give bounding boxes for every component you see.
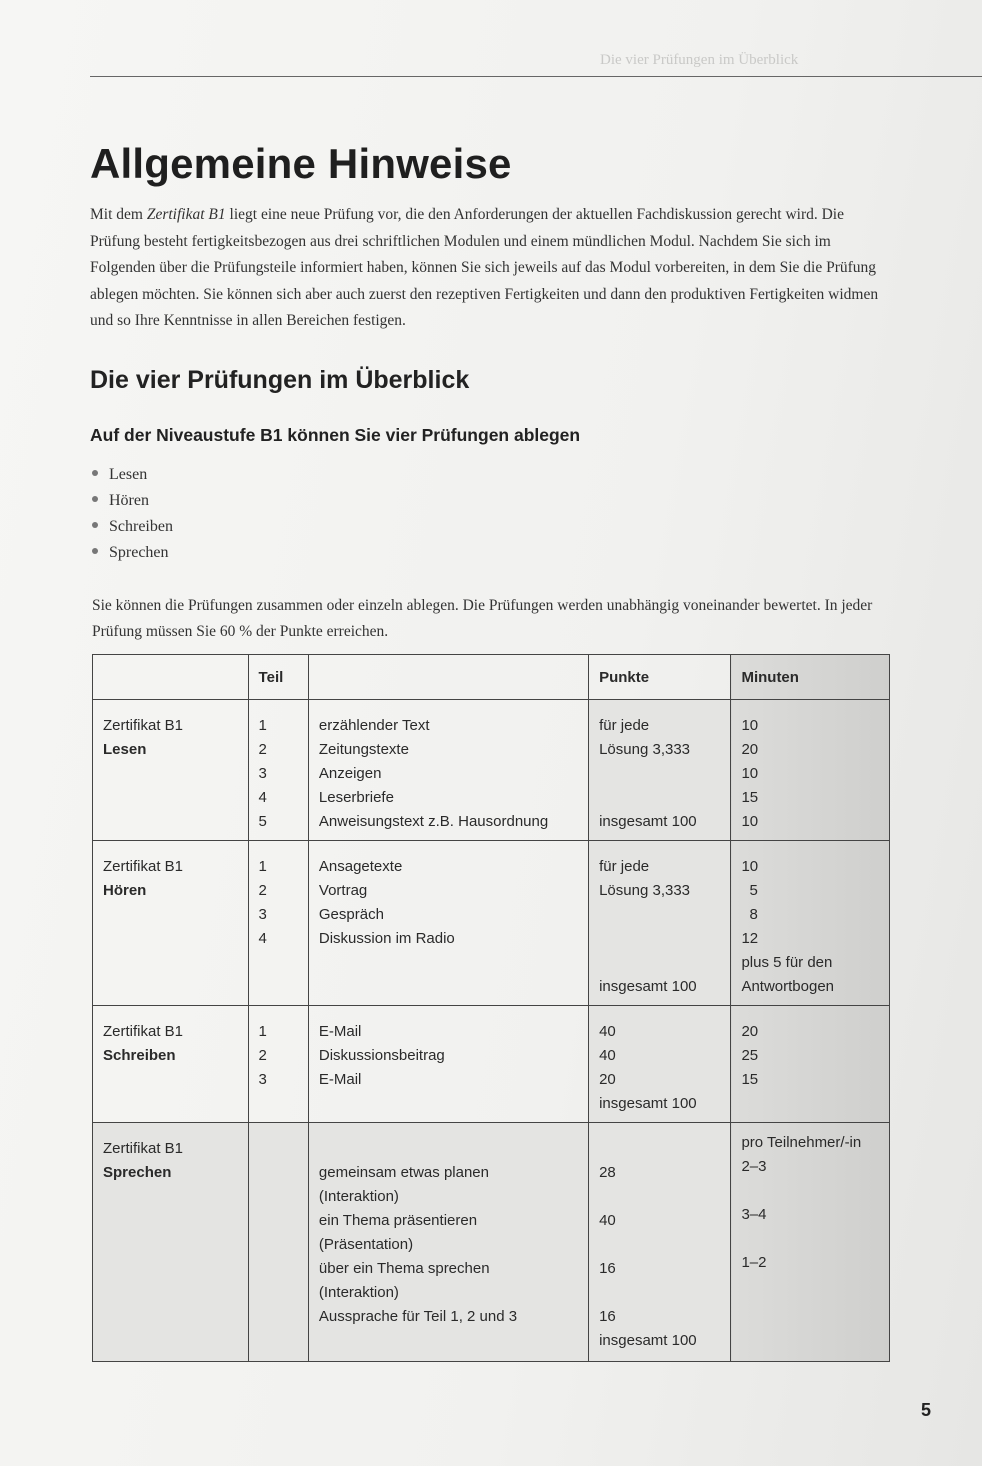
minutes-cell	[731, 1123, 890, 1362]
bullet-icon	[92, 548, 98, 554]
description: ein Thema präsentieren	[318, 1212, 478, 1229]
minutes: 8	[749, 906, 758, 923]
table-row	[93, 1006, 890, 1123]
minutes-cell	[731, 700, 890, 841]
description-cell	[308, 841, 588, 1006]
points	[599, 903, 720, 927]
points: 20	[599, 1071, 616, 1088]
description	[319, 1137, 578, 1161]
points-cell	[589, 1123, 731, 1362]
points: für jede	[599, 858, 650, 875]
teil: 2	[258, 882, 267, 899]
page-title: Allgemeine Hinweise	[90, 140, 512, 187]
minutes: 20	[741, 1023, 759, 1040]
exam-table	[92, 654, 890, 1362]
minutes: plus 5 für den	[741, 954, 833, 971]
module-top: Zertifikat B1	[103, 858, 184, 875]
module-cell	[93, 700, 249, 841]
table-row	[93, 841, 890, 1006]
minutes: 2–3	[741, 1158, 767, 1175]
minutes: 20	[741, 741, 759, 758]
minutes: 25	[741, 1047, 759, 1064]
description: Anzeigen	[318, 765, 382, 782]
points	[599, 762, 720, 786]
intro-rest: liegt eine neue Prüfung vor, die den Anforderungen der aktuellen Fachdiskussion gerecht wird. Die Prüfung besteht fertigkeitsbezogen aus drei schriftlichen Modulen und einem mündlichen Modul. Nachdem Sie sich im Folgenden über die Prüfungsteile informiert haben, können Sie sich jeweils auf das Modul vorbereiten, in dem Sie die Prüfung ablegen möchten. Sie können sich aber auch zuerst den rezeptiven Fertigkeiten und dann den produktiven Fertigkeiten widmen und so Ihre Kenntnisse in allen Bereichen festigen.	[90, 206, 879, 329]
points-cell	[589, 1006, 731, 1123]
list-item	[92, 514, 173, 540]
teil: 1	[258, 1023, 267, 1040]
header-empty	[93, 655, 249, 700]
description-cell	[308, 1006, 588, 1123]
description: Leserbriefe	[318, 789, 394, 806]
points: insgesamt 100	[599, 1332, 697, 1349]
minutes-cell	[731, 841, 890, 1006]
description: gemeinsam etwas planen	[318, 1164, 489, 1181]
teil: 2	[258, 741, 267, 758]
minutes: pro Teilnehmer/-in	[741, 1134, 862, 1151]
list-item	[92, 488, 173, 514]
description: erzählender Text	[318, 717, 430, 734]
description: (Präsentation)	[318, 1236, 414, 1253]
minutes	[741, 1179, 879, 1203]
module-top: Zertifikat B1	[103, 1023, 184, 1040]
teil: 3	[258, 906, 267, 923]
minutes: 10	[741, 813, 759, 830]
points: insgesamt 100	[599, 1095, 697, 1112]
points: Lösung 3,333	[599, 741, 691, 758]
bullet-icon	[92, 496, 98, 502]
bullet-icon	[92, 522, 98, 528]
module-cell	[93, 1123, 249, 1362]
description: E-Mail	[318, 1071, 362, 1088]
section-title: Die vier Prüfungen im Überblick	[90, 366, 470, 394]
bullet-icon	[92, 470, 98, 476]
description: Ansagetexte	[318, 858, 403, 875]
teil-cell	[248, 1123, 308, 1362]
module-cell	[93, 841, 249, 1006]
minutes: 10	[741, 717, 759, 734]
minutes: Antwortbogen	[741, 978, 835, 995]
description: über ein Thema sprechen	[318, 1260, 490, 1277]
teil: 3	[258, 1071, 267, 1088]
description-cell	[308, 1123, 588, 1362]
minutes: 10	[741, 858, 759, 875]
teil: 1	[258, 717, 267, 734]
points	[599, 1281, 720, 1305]
minutes: 10	[741, 765, 759, 782]
description: Gespräch	[318, 906, 384, 923]
module-name: Schreiben	[103, 1047, 176, 1064]
intro-lead: Mit dem	[90, 206, 147, 223]
teil: 4	[258, 789, 267, 806]
subheading: Auf der Niveaustufe B1 können Sie vier Prüfungen ablegen	[90, 425, 581, 445]
teil: 4	[258, 930, 267, 947]
minutes: 1–2	[741, 1254, 767, 1271]
description: Diskussion im Radio	[318, 930, 455, 947]
bullet-list	[92, 462, 173, 566]
bullet-text: Hören	[109, 492, 149, 509]
header-empty	[308, 655, 588, 700]
teil: 2	[258, 1047, 267, 1064]
points: 40	[599, 1023, 616, 1040]
description: Diskussionsbeitrag	[318, 1047, 445, 1064]
table-row	[93, 1123, 890, 1362]
header-minuten: Minuten	[731, 655, 890, 700]
points	[599, 927, 720, 951]
intro-paragraph	[90, 202, 890, 335]
header-punkte: Punkte	[589, 655, 731, 700]
module-name: Lesen	[103, 741, 147, 758]
points: 40	[599, 1047, 616, 1064]
list-item	[92, 462, 173, 488]
teil-cell	[248, 1006, 308, 1123]
points	[599, 951, 720, 975]
minutes-cell	[731, 1006, 890, 1123]
points: insgesamt 100	[599, 978, 697, 995]
points	[599, 1233, 720, 1257]
bullet-text: Schreiben	[109, 518, 173, 535]
points: insgesamt 100	[599, 813, 697, 830]
description: Aussprache für Teil 1, 2 und 3	[318, 1308, 518, 1325]
description-cell	[308, 700, 588, 841]
teil: 3	[258, 765, 267, 782]
minutes	[741, 1227, 879, 1251]
teil: 1	[258, 858, 267, 875]
minutes: 3–4	[741, 1206, 767, 1223]
list-item	[92, 540, 173, 566]
minutes: 12	[741, 930, 759, 947]
minutes: 15	[741, 1071, 759, 1088]
header-teil: Teil	[248, 655, 308, 700]
info-paragraph: Sie können die Prüfungen zusammen oder einzeln ablegen. Die Prüfungen werden unabhängig voneinander bewertet. In jeder Prüfung müssen Sie 60 % der Punkte erreichen.	[92, 597, 873, 640]
description: (Interaktion)	[318, 1188, 399, 1205]
teil: 5	[258, 813, 267, 830]
page-number: 5	[921, 1400, 932, 1420]
minutes: 5	[749, 882, 758, 899]
description: (Interaktion)	[318, 1284, 399, 1301]
points: 16	[599, 1308, 616, 1325]
points	[599, 1137, 720, 1161]
points: 28	[599, 1164, 616, 1181]
module-top: Zertifikat B1	[103, 1140, 184, 1157]
description: Anweisungstext z.B. Hausordnung	[318, 813, 549, 830]
description: Zeitungstexte	[318, 741, 409, 758]
points: 40	[599, 1212, 616, 1229]
points	[599, 1185, 720, 1209]
teil-cell	[248, 700, 308, 841]
description: Vortrag	[318, 882, 368, 899]
points: Lösung 3,333	[599, 882, 691, 899]
module-name: Hören	[103, 882, 147, 899]
bullet-text: Lesen	[109, 466, 148, 483]
table-header-row	[93, 655, 890, 700]
teil-cell	[248, 841, 308, 1006]
minutes: 15	[741, 789, 759, 806]
module-name: Sprechen	[103, 1164, 172, 1181]
table-row	[93, 700, 890, 841]
module-top: Zertifikat B1	[103, 717, 184, 734]
points	[599, 786, 720, 810]
bullet-text: Sprechen	[109, 544, 169, 561]
points: 16	[599, 1260, 616, 1277]
description: E-Mail	[318, 1023, 362, 1040]
points: für jede	[599, 717, 650, 734]
points-cell	[589, 700, 731, 841]
points-cell	[589, 841, 731, 1006]
header-rule	[90, 76, 982, 77]
running-header: Die vier Prüfungen im Überblick	[600, 52, 799, 68]
module-cell	[93, 1006, 249, 1123]
intro-italic: Zertifikat B1	[146, 206, 226, 223]
